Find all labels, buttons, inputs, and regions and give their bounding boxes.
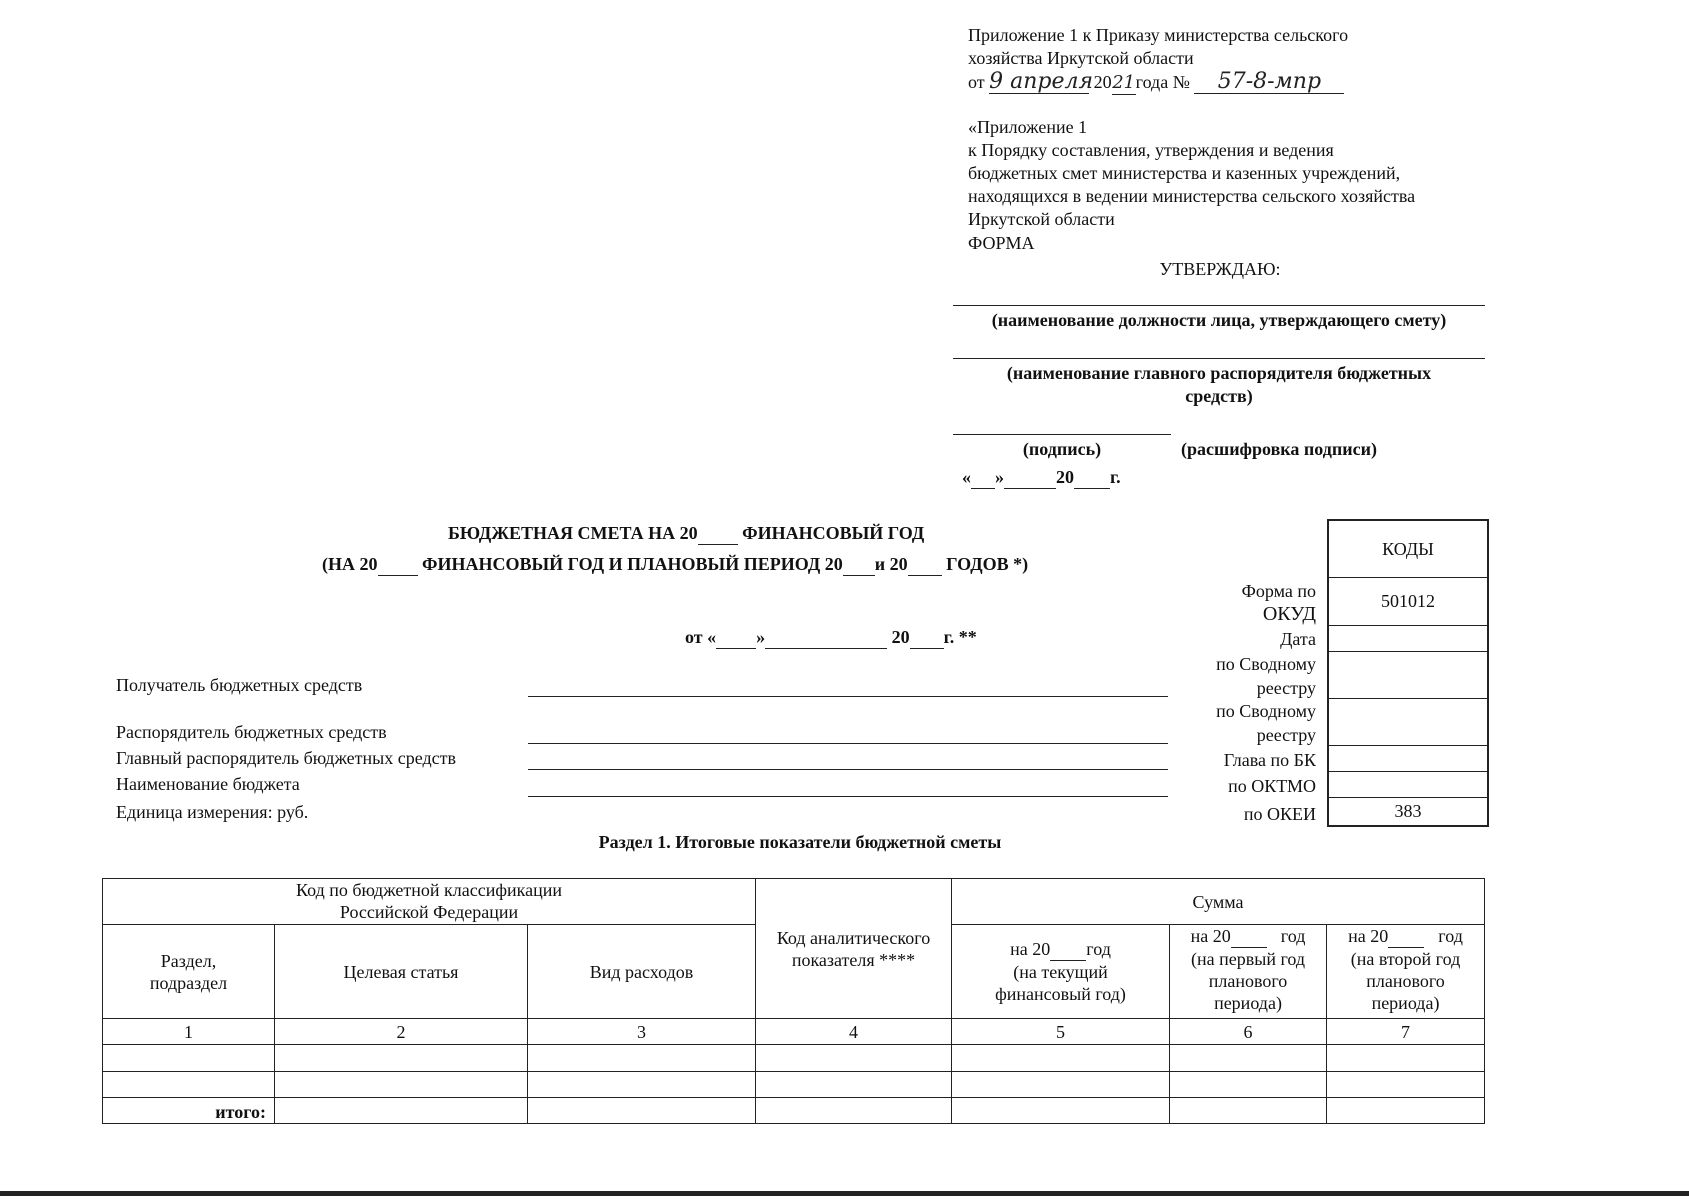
table-cell bbox=[756, 1098, 952, 1124]
table-cell bbox=[103, 1072, 275, 1098]
oktmo-label: по ОКТМО bbox=[1228, 776, 1316, 796]
title-date-20: 20 bbox=[891, 627, 910, 647]
bottom-scan-border bbox=[0, 1191, 1689, 1196]
oktmo-value bbox=[1329, 771, 1487, 797]
manager-line bbox=[953, 358, 1485, 359]
codes-header: КОДЫ bbox=[1382, 538, 1434, 559]
handwritten-year: 21 bbox=[1112, 72, 1136, 93]
unit-label: Единица измерения: руб. bbox=[116, 802, 309, 822]
title-line-1-b: ФИНАНСОВЫЙ ГОД bbox=[742, 523, 925, 543]
table-cell bbox=[1170, 1072, 1327, 1098]
title-line-2-c: и 20 bbox=[874, 554, 908, 574]
handwritten-number: 57-8-мпр bbox=[1194, 71, 1344, 94]
section-header-2: подраздел bbox=[149, 972, 228, 993]
signature-line bbox=[953, 434, 1171, 435]
first-year-header-1b: год bbox=[1280, 926, 1306, 946]
first-year-header-4: периода) bbox=[1214, 993, 1282, 1013]
sum-header: Сумма bbox=[952, 879, 1485, 925]
appendix-line-2: хозяйства Иркутской области bbox=[968, 48, 1194, 68]
manager-caption-2: средств) bbox=[1185, 386, 1253, 406]
total-row bbox=[103, 1098, 1485, 1124]
table-cell bbox=[756, 1045, 952, 1072]
signature-caption: (подпись) bbox=[1022, 439, 1102, 459]
column-number: 7 bbox=[1327, 1019, 1485, 1045]
table-cell bbox=[275, 1072, 528, 1098]
current-year-header-3: финансовый год) bbox=[995, 984, 1126, 1004]
title-line-1-a: БЮДЖЕТНАЯ СМЕТА НА 20 bbox=[448, 523, 698, 543]
classification-header-2: Российской Федерации bbox=[339, 902, 519, 922]
title-line-2 bbox=[322, 553, 1028, 576]
registry-1-label bbox=[1140, 652, 1316, 700]
table-cell bbox=[756, 1072, 952, 1098]
section-header-1: Раздел, bbox=[160, 950, 217, 971]
date-close-quote: » bbox=[995, 467, 1004, 487]
column-number: 6 bbox=[1170, 1019, 1327, 1045]
recipient-line bbox=[528, 696, 1168, 697]
table-cell bbox=[952, 1098, 1170, 1124]
column-number: 3 bbox=[528, 1019, 756, 1045]
table-cell bbox=[1327, 1098, 1485, 1124]
position-caption: (наименование должности лица, утверждающего смету) bbox=[991, 310, 1447, 330]
table-cell bbox=[528, 1045, 756, 1072]
registry-2-label-2: реестру bbox=[1256, 725, 1316, 745]
total-label: итого: bbox=[103, 1098, 275, 1124]
budget-name-line bbox=[528, 796, 1168, 797]
appendix-order-line bbox=[968, 71, 1344, 95]
manager-field-line bbox=[528, 743, 1168, 744]
registry-2-value bbox=[1329, 698, 1487, 745]
main-manager-line bbox=[528, 769, 1168, 770]
section-title: Раздел 1. Итоговые показатели бюджетной сметы bbox=[598, 832, 1002, 852]
expense-header: Вид расходов bbox=[528, 925, 756, 1019]
table-cell bbox=[528, 1098, 756, 1124]
first-year-header-1: на 20 bbox=[1190, 926, 1231, 946]
current-year-header-1: на 20 bbox=[1010, 939, 1051, 959]
table-cell bbox=[1327, 1045, 1485, 1072]
title-line-2-b: ФИНАНСОВЫЙ ГОД И ПЛАНОВЫЙ ПЕРИОД 20 bbox=[422, 554, 843, 574]
title-date-mid: » bbox=[756, 627, 766, 647]
table-cell bbox=[1170, 1098, 1327, 1124]
appendix2-line-1: «Приложение 1 bbox=[968, 117, 1088, 137]
title-date bbox=[685, 626, 977, 649]
current-year-header-2: (на текущий bbox=[1013, 962, 1108, 982]
second-year-header-4: периода) bbox=[1371, 993, 1440, 1013]
okud-label-1: Форма по bbox=[1241, 581, 1316, 601]
bk-value bbox=[1329, 745, 1487, 771]
bk-label: Глава по БК bbox=[1223, 750, 1316, 770]
decoding-caption: (расшифровка подписи) bbox=[1181, 439, 1377, 459]
registry-1-label-2: реестру bbox=[1256, 678, 1316, 698]
column-number: 4 bbox=[756, 1019, 952, 1045]
first-year-header-3: планового bbox=[1208, 971, 1288, 991]
date-code-value bbox=[1329, 625, 1487, 651]
title-line-2-a: (НА 20 bbox=[322, 554, 378, 574]
table-cell bbox=[103, 1045, 275, 1072]
second-year-header-2: (на второй год bbox=[1350, 949, 1461, 969]
registry-2-label bbox=[1140, 699, 1316, 747]
appendix2-line-4: находящихся в ведении министерства сельского хозяйства bbox=[968, 186, 1416, 206]
okei-value: 383 bbox=[1329, 797, 1487, 825]
table-cell bbox=[952, 1045, 1170, 1072]
manager-caption-1: (наименование главного распорядителя бюджетных bbox=[1006, 363, 1432, 383]
approval-date bbox=[962, 466, 1121, 489]
current-year-header-1b: год bbox=[1086, 939, 1111, 959]
registry-1-label-1: по Сводному bbox=[1216, 654, 1316, 674]
summary-table bbox=[102, 878, 1485, 1124]
second-year-header-3: планового bbox=[1366, 971, 1445, 991]
title-date-from: от « bbox=[685, 627, 717, 647]
manager-label: Распорядитель бюджетных средств bbox=[116, 722, 387, 742]
recipient-label: Получатель бюджетных средств bbox=[116, 675, 363, 695]
analytic-header-1: Код аналитического bbox=[776, 927, 931, 948]
appendix-from: от bbox=[968, 72, 985, 92]
second-year-header-1b: год bbox=[1438, 926, 1463, 946]
okud-value: 501012 bbox=[1329, 577, 1487, 625]
second-year-header-1: на 20 bbox=[1348, 926, 1389, 946]
column-number: 2 bbox=[275, 1019, 528, 1045]
target-header: Целевая статья bbox=[275, 925, 528, 1019]
column-number-row bbox=[103, 1019, 1485, 1045]
registry-2-label-1: по Сводному bbox=[1216, 701, 1316, 721]
okei-label: по ОКЕИ bbox=[1243, 804, 1316, 824]
position-line bbox=[953, 305, 1485, 306]
appendix-line-1: Приложение 1 к Приказу министерства сельского bbox=[968, 25, 1349, 45]
classification-header-1: Код по бюджетной классификации bbox=[295, 880, 563, 900]
table-cell bbox=[1170, 1045, 1327, 1072]
table-row bbox=[103, 1045, 1485, 1072]
appendix2-line-3: бюджетных смет министерства и казенных учреждений, bbox=[968, 163, 1401, 183]
column-number: 5 bbox=[952, 1019, 1170, 1045]
date-20: 20 bbox=[1056, 467, 1074, 487]
registry-1-value bbox=[1329, 651, 1487, 698]
title-line-1 bbox=[448, 522, 924, 545]
table-row bbox=[103, 1072, 1485, 1098]
codes-box bbox=[1327, 519, 1489, 827]
table-cell bbox=[952, 1072, 1170, 1098]
classification-header bbox=[103, 879, 756, 925]
analytic-header bbox=[756, 879, 952, 1019]
section-header bbox=[103, 925, 275, 1019]
date-code-label: Дата bbox=[1280, 629, 1316, 649]
second-year-header bbox=[1327, 925, 1485, 1019]
okud-label-2: ОКУД bbox=[1262, 603, 1316, 625]
table-cell bbox=[528, 1072, 756, 1098]
column-number: 1 bbox=[103, 1019, 275, 1045]
analytic-header-2: показателя **** bbox=[791, 949, 916, 970]
table-cell bbox=[275, 1098, 528, 1124]
title-date-end: г. ** bbox=[943, 627, 977, 647]
table-cell bbox=[1327, 1072, 1485, 1098]
header-row-1 bbox=[103, 879, 1485, 925]
form-label: ФОРМА bbox=[968, 233, 1035, 253]
appendix-year-prefix: 20 bbox=[1093, 72, 1112, 92]
date-g: г. bbox=[1110, 467, 1121, 487]
date-open-quote: « bbox=[962, 467, 971, 487]
first-year-header bbox=[1170, 925, 1327, 1019]
main-manager-label: Главный распорядитель бюджетных средств bbox=[116, 748, 456, 768]
appendix2-line-5: Иркутской области bbox=[968, 209, 1115, 229]
appendix2-line-2: к Порядку составления, утверждения и ведения bbox=[968, 140, 1334, 160]
budget-name-label: Наименование бюджета bbox=[116, 774, 300, 794]
handwritten-date: 9 апреля bbox=[989, 69, 1094, 94]
title-line-2-d: ГОДОВ *) bbox=[946, 554, 1029, 574]
approve-label: УТВЕРЖДАЮ: bbox=[1159, 259, 1281, 279]
appendix-year-suffix: года № bbox=[1135, 72, 1190, 92]
first-year-header-2: (на первый год bbox=[1190, 949, 1306, 969]
table-cell bbox=[275, 1045, 528, 1072]
current-year-header bbox=[952, 925, 1170, 1019]
okud-label bbox=[1140, 580, 1316, 626]
